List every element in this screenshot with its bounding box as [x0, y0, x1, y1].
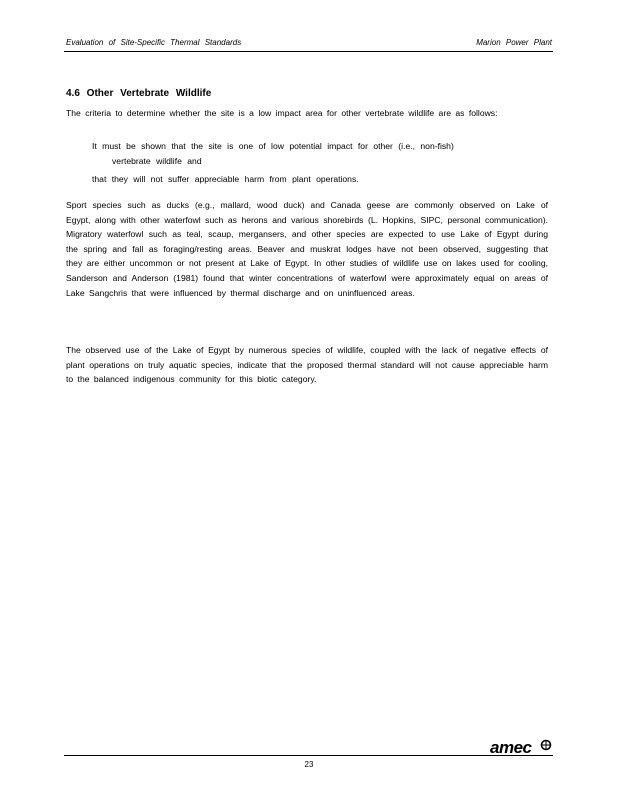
criteria-item: [84, 139, 504, 168]
criteria-item-text: that they will not suffer appreciable harm from plant operations.: [92, 174, 359, 185]
criteria-list: [84, 139, 504, 187]
intro-paragraph: The criteria to determine whether the site is a low impact area for other vertebrate wildlife are as follows:: [66, 108, 498, 118]
footer-rule: [64, 755, 553, 756]
section-title: 4.6 Other Vertebrate Wildlife: [66, 88, 212, 99]
bullet-icon: [84, 172, 92, 187]
bullet-icon: [84, 139, 92, 168]
criteria-item-text: It must be shown that the site is one of low potential impact for other (i.e., non-fish): [92, 141, 454, 151]
criteria-item: [84, 172, 504, 187]
body-paragraph-observations: Sport species such as ducks (e.g., mallard, wood duck) and Canada geese are commonly observed on Lake of Egypt, along with other waterfowl such as herons and various shorebirds (L. Hopkins, SIPC, personal communication). Migratory waterfowl such as teal, scaup, mergansers, and other species are expected to use Lake of Egypt during the spring and fall as foraging/resting areas. Beaver and muskrat lodges have not been observed, suggesting that they are either uncommon or not present at Lake of Egypt. In other studies of wildlife use on lakes used for cooling, Sanderson and Anderson (1981) found that winter concentrations of waterfowl were approximately equal on areas of Lake Sangchris that were influenced by thermal discharge and on uninfluenced areas.: [66, 200, 548, 298]
header-rule: [64, 51, 553, 52]
header-document-title: Evaluation of Site-Specific Thermal Standards: [66, 38, 242, 47]
page-header: [66, 38, 552, 47]
page-number: 23: [304, 760, 314, 769]
body-paragraph-conclusion: The observed use of the Lake of Egypt by numerous species of wildlife, coupled with the lack of negative effects of plant operations on truly aquatic species, indicate that the proposed thermal standard will not cause appreciable harm to the balanced indigenous community for this biotic category.: [66, 345, 548, 385]
globe-icon: [539, 739, 553, 751]
amec-logo: amec: [490, 738, 532, 757]
header-plant-name: Marion Power Plant: [476, 38, 552, 47]
criteria-item-text-continued: vertebrate wildlife and: [112, 155, 202, 166]
